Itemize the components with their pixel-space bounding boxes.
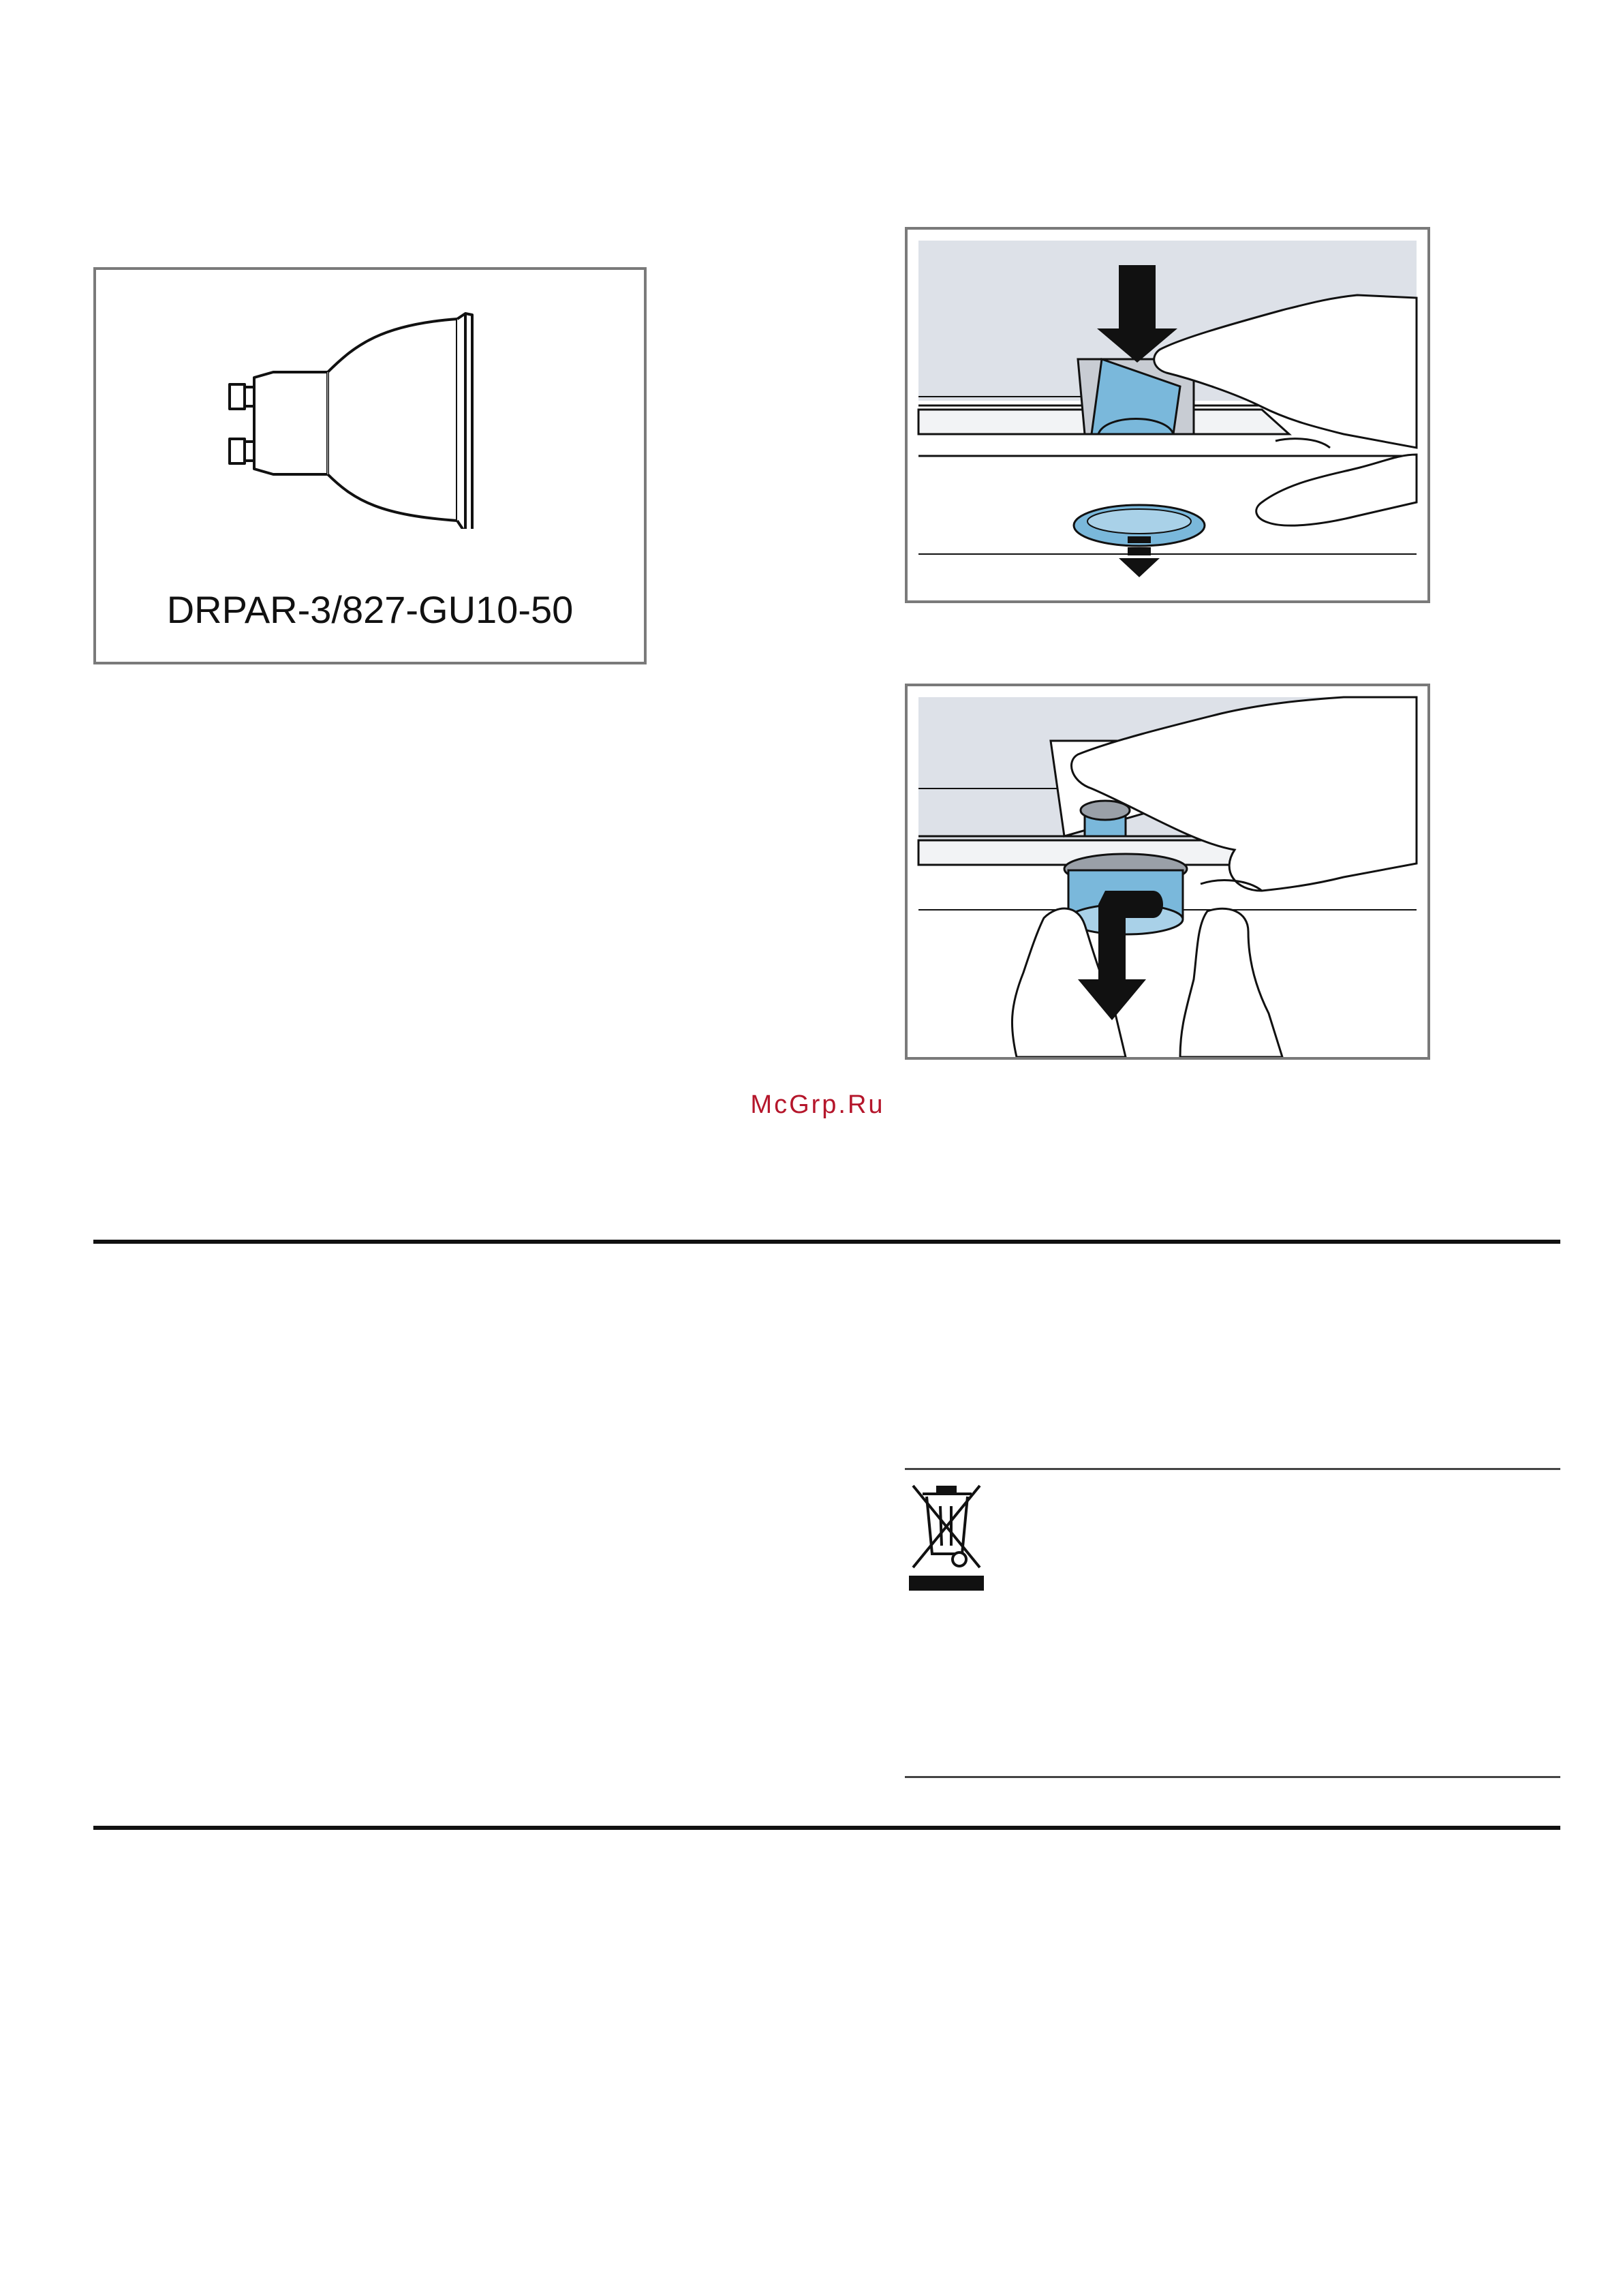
bulb-type-panel [93,267,647,664]
watermark: McGrp.Ru [750,1090,885,1119]
press-cover-illustration [905,227,1430,603]
section-divider-bottom [93,1826,1560,1830]
pull-bulb-illustration [905,684,1430,1060]
section-divider-top [93,1240,1560,1244]
weee-crossed-bin-icon [903,1472,988,1592]
gu10-bulb-icon [226,304,525,529]
disposal-box-top-rule [905,1468,1560,1470]
bulb-model-label: DRPAR-3/827-GU10-50 [166,588,574,631]
disposal-box-bottom-rule [905,1776,1560,1778]
